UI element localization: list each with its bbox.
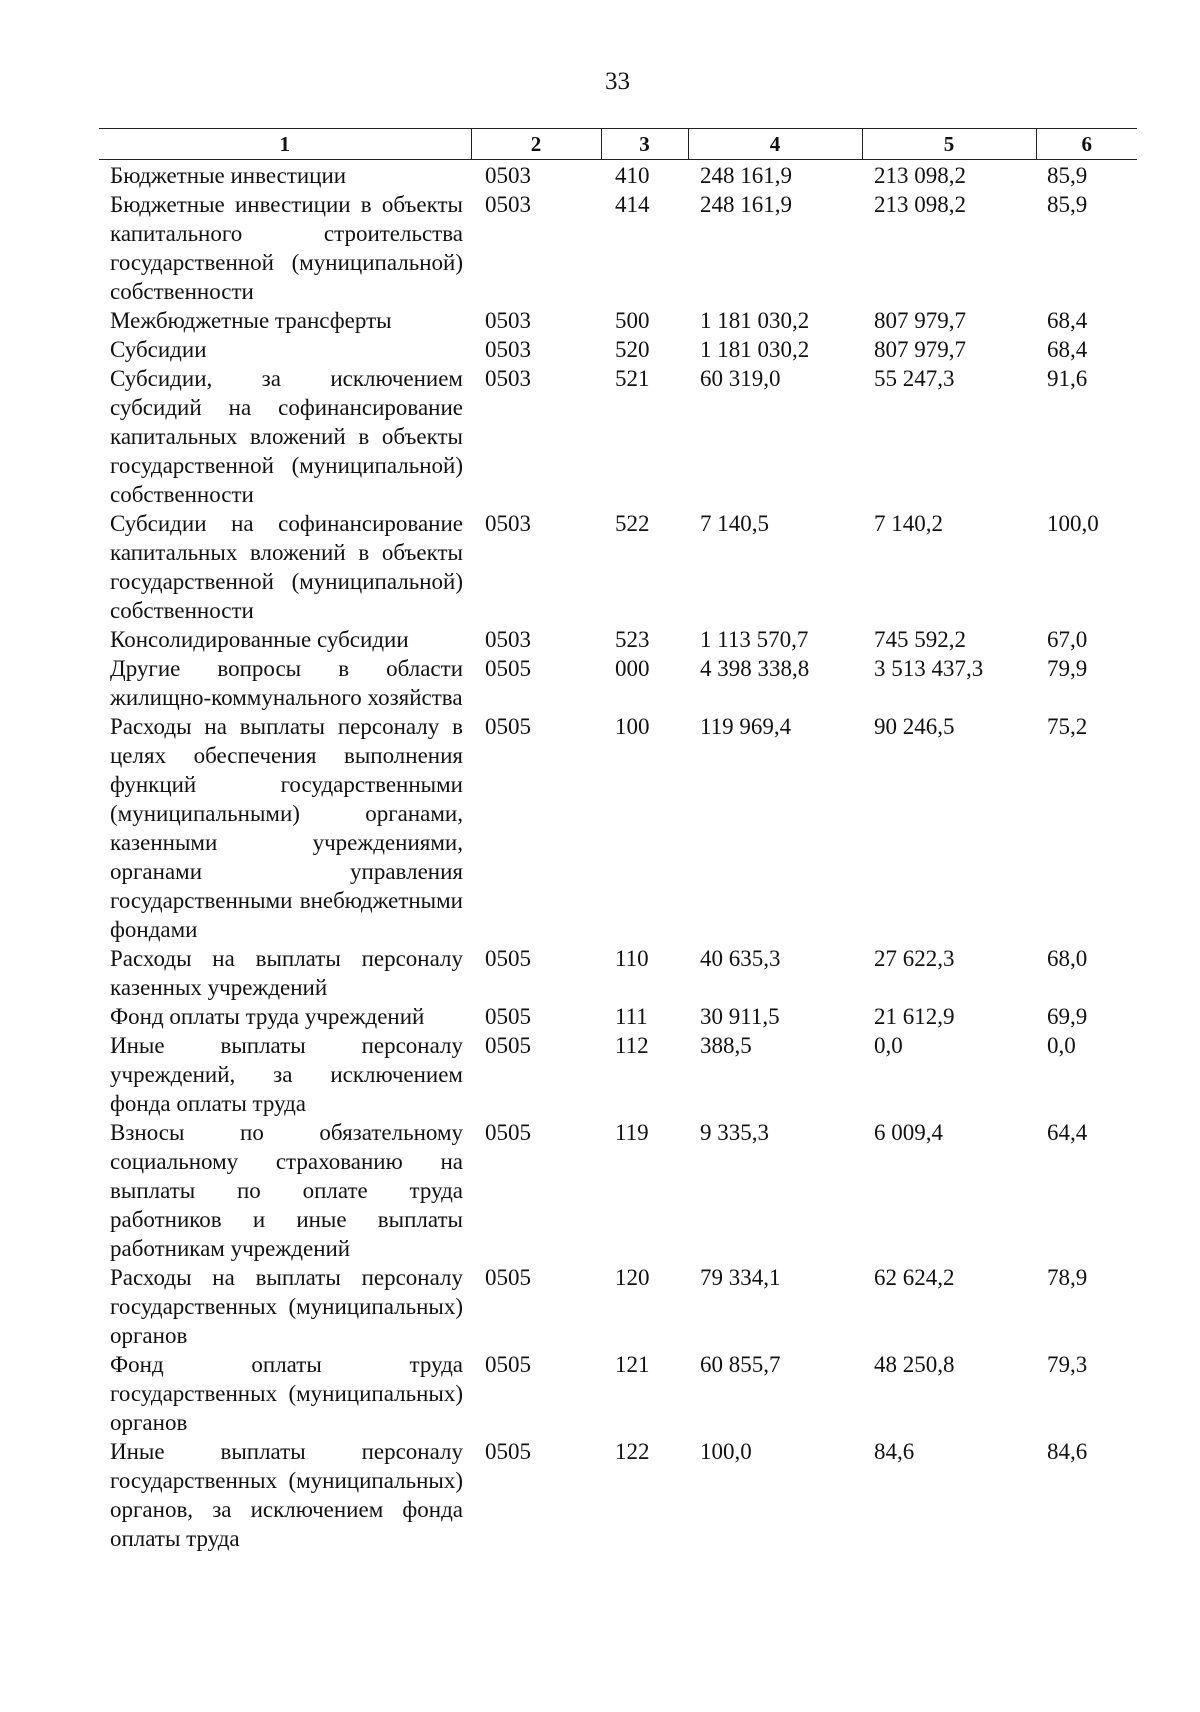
table-row [99,944,1137,1002]
page-number: 33 [605,68,630,95]
table-row [99,306,1137,335]
row-name: Расходы на выплаты персоналу казенных учреждений [110,946,463,1000]
row-planned-amount: 248 161,9 [700,192,792,217]
row-section-code: 0503 [485,366,531,391]
row-name: Субсидии, за исключением субсидий на софинансирование капитальных вложений в объекты государственной (муниципальной) собственности [110,366,463,507]
row-name: Расходы на выплаты персоналу государственных (муниципальных) органов [110,1265,463,1348]
table-row [99,1118,1137,1263]
row-planned-amount: 1 181 030,2 [700,337,810,362]
row-name: Субсидии [110,337,207,362]
row-percent: 68,4 [1047,337,1088,362]
row-percent: 85,9 [1047,163,1088,188]
row-section-code: 0505 [485,1004,531,1029]
row-actual-amount: 6 009,4 [874,1120,943,1145]
row-name: Консолидированные субсидии [110,627,409,652]
row-name: Взносы по обязательному социальному страхованию на выплаты по оплате труда работников и иные выплаты работникам учреждений [110,1120,463,1261]
row-section-code: 0505 [485,946,531,971]
row-name: Фонд оплаты труда государственных (муниципальных) органов [110,1352,463,1435]
row-actual-amount: 27 622,3 [874,946,955,971]
row-percent: 79,3 [1047,1352,1088,1377]
row-percent: 69,9 [1047,1004,1088,1029]
row-expense-code: 122 [615,1439,650,1464]
header-col-6: 6 [1036,129,1137,160]
table-row [99,1002,1137,1031]
row-actual-amount: 745 592,2 [874,627,966,652]
row-section-code: 0505 [485,656,531,681]
row-percent: 68,0 [1047,946,1088,971]
budget-table [99,128,1137,1553]
row-planned-amount: 119 969,4 [700,714,792,739]
row-expense-code: 522 [615,511,650,536]
row-percent: 84,6 [1047,1439,1088,1464]
row-actual-amount: 21 612,9 [874,1004,955,1029]
row-section-code: 0505 [485,1120,531,1145]
row-planned-amount: 7 140,5 [700,511,769,536]
row-expense-code: 521 [615,366,650,391]
row-planned-amount: 60 319,0 [700,366,781,391]
table-row [99,1263,1137,1350]
row-planned-amount: 60 855,7 [700,1352,781,1377]
table-row [99,509,1137,625]
table-row [99,712,1137,944]
row-planned-amount: 9 335,3 [700,1120,769,1145]
row-section-code: 0505 [485,714,531,739]
row-percent: 68,4 [1047,308,1088,333]
row-expense-code: 523 [615,627,650,652]
row-percent: 0,0 [1047,1033,1076,1058]
row-actual-amount: 213 098,2 [874,192,966,217]
row-expense-code: 119 [615,1120,649,1145]
row-expense-code: 410 [615,163,650,188]
table-row [99,190,1137,306]
row-expense-code: 500 [615,308,650,333]
table-row [99,1350,1137,1437]
row-planned-amount: 30 911,5 [700,1004,780,1029]
table-row [99,364,1137,509]
row-percent: 75,2 [1047,714,1088,739]
header-col-1: 1 [99,129,471,160]
row-actual-amount: 48 250,8 [874,1352,955,1377]
row-actual-amount: 213 098,2 [874,163,966,188]
header-col-4: 4 [688,129,862,160]
row-planned-amount: 1 181 030,2 [700,308,810,333]
row-percent: 91,6 [1047,366,1088,391]
row-actual-amount: 62 624,2 [874,1265,955,1290]
row-name: Межбюджетные трансферты [110,308,392,333]
table-header [99,129,1137,160]
table-row [99,654,1137,712]
row-name: Субсидии на софинансирование капитальных вложений в объекты государственной (муниципальной) собственности [110,511,463,623]
row-section-code: 0503 [485,337,531,362]
table-row [99,625,1137,654]
row-actual-amount: 55 247,3 [874,366,955,391]
table-body [99,160,1137,1554]
table-row [99,335,1137,364]
row-name: Иные выплаты персоналу государственных (муниципальных) органов, за исключением фонда оплаты труда [110,1439,463,1551]
header-col-3: 3 [601,129,688,160]
row-percent: 79,9 [1047,656,1088,681]
row-percent: 85,9 [1047,192,1088,217]
row-percent: 78,9 [1047,1265,1088,1290]
row-section-code: 0505 [485,1033,531,1058]
table-row [99,160,1137,191]
row-actual-amount: 84,6 [874,1439,915,1464]
row-planned-amount: 79 334,1 [700,1265,781,1290]
row-section-code: 0503 [485,627,531,652]
row-section-code: 0503 [485,511,531,536]
row-planned-amount: 1 113 570,7 [700,627,809,652]
row-percent: 64,4 [1047,1120,1088,1145]
table-row [99,1437,1137,1553]
row-actual-amount: 0,0 [874,1033,903,1058]
row-planned-amount: 100,0 [700,1439,752,1464]
row-actual-amount: 7 140,2 [874,511,943,536]
row-expense-code: 120 [615,1265,650,1290]
row-section-code: 0505 [485,1439,531,1464]
row-section-code: 0503 [485,163,531,188]
row-planned-amount: 248 161,9 [700,163,792,188]
row-expense-code: 121 [615,1352,650,1377]
row-expense-code: 100 [615,714,650,739]
row-name: Расходы на выплаты персоналу в целях обеспечения выполнения функций государственными (муниципальными) органами, казенными учреждениями, органами управления государственными внебюджетными фондами [110,714,463,942]
row-planned-amount: 388,5 [700,1033,752,1058]
table-row [99,1031,1137,1118]
row-planned-amount: 4 398 338,8 [700,656,810,681]
row-percent: 100,0 [1047,511,1099,536]
row-expense-code: 110 [615,946,649,971]
row-percent: 67,0 [1047,627,1088,652]
row-planned-amount: 40 635,3 [700,946,781,971]
row-name: Фонд оплаты труда учреждений [110,1004,425,1029]
row-name: Бюджетные инвестиции [110,163,347,188]
row-section-code: 0505 [485,1352,531,1377]
row-expense-code: 414 [615,192,650,217]
row-expense-code: 520 [615,337,650,362]
row-expense-code: 112 [615,1033,649,1058]
row-actual-amount: 3 513 437,3 [874,656,984,681]
row-actual-amount: 807 979,7 [874,337,966,362]
row-name: Другие вопросы в области жилищно-коммунального хозяйства [110,656,463,710]
row-section-code: 0503 [485,192,531,217]
header-col-2: 2 [471,129,601,160]
row-section-code: 0503 [485,308,531,333]
header-col-5: 5 [862,129,1036,160]
row-name: Бюджетные инвестиции в объекты капитального строительства государственной (муниципальной) собственности [110,192,463,304]
row-name: Иные выплаты персоналу учреждений, за исключением фонда оплаты труда [110,1033,463,1116]
row-actual-amount: 807 979,7 [874,308,966,333]
row-section-code: 0505 [485,1265,531,1290]
row-expense-code: 000 [615,656,650,681]
row-expense-code: 111 [615,1004,648,1029]
row-actual-amount: 90 246,5 [874,714,955,739]
